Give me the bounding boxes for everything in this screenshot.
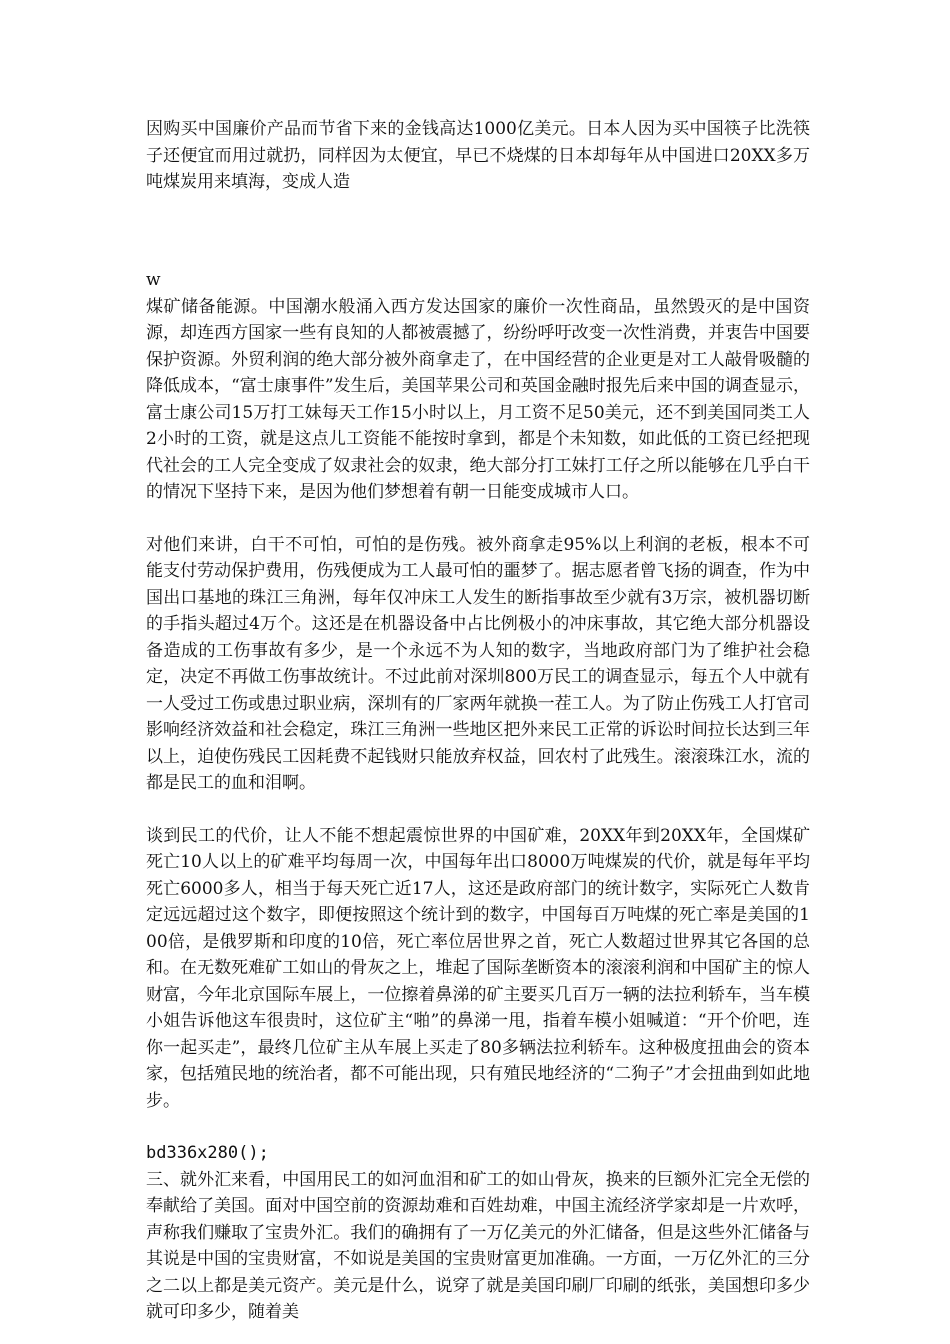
paragraph-3: 谈到民工的代价，让人不能不想起震惊世界的中国矿难，20XX年到20XX年，全国煤矿死亡10人以上的矿难平均每周一次，中国每年出口8000万吨煤炭的代价，就是每年平均死亡6000多人，相当于每天死亡近17人，这还是政府部门的统计数字，实际死亡人数肯定远远超过这个数字，即便按照这个统计到的数字，中国每百万吨煤的死亡率是美国的100倍，是俄罗斯和印度的10倍，死亡率位居世界之首，死亡人数超过世界其它各国的总和。在无数死难矿工如山的骨灰之上，堆起了国际垄断资本的滚滚利润和中国矿主的惊人财富，今年北京国际车展上，一位擦着鼻涕的矿主要买几百万一辆的法拉利轿车，当车模小姐告诉他这车很贵时，这位矿主“啪”的鼻涕一甩，指着车模小姐喊道：“开个价吧，连你一起买走”，最终几位矿主从车展上买走了80多辆法拉利轿车。这种极度扭曲会的资本家，包括殖民地的统治者，都不可能出现，只有殖民地经济的“二狗子”才会扭曲到如此地步。 (146, 825, 810, 1111)
intro-block (146, 116, 810, 196)
final-paragraph: 三、就外汇来看，中国用民工的如河血泪和矿工的如山骨灰，换来的巨额外汇完全无偿的奉献给了美国。面对中国空前的资源劫难和百姓劫难，中国主流经济学家却是一片欢呼，声称我们赚取了宝贵外汇。我们的确拥有了一万亿美元的外汇储备，但是这些外汇储备与其说是中国的宝贵财富，不如说是美国的宝贵财富更加准确。一方面，一万亿外汇的三分之二以上都是美元资产。美元是什么，说穿了就是美国印刷厂印刷的纸张，美国想印多少就可印多少，随着美 (146, 1169, 810, 1322)
ad-code-line: bd336x280(); (146, 1143, 269, 1163)
paragraph-gap (146, 506, 810, 532)
stray-mark: w (146, 270, 161, 290)
paragraph-gap (146, 797, 810, 823)
paragraph-2: 对他们来讲，白干不可怕，可怕的是伤残。被外商拿走95%以上利润的老板，根本不可能支付劳动保护费用，伤残便成为工人最可怕的噩梦了。据志愿者曾飞扬的调查，作为中国出口基地的珠江三角洲，每年仅冲床工人发生的断指事故至少就有3万宗，被机器切断的手指头超过4万个。这还是在机器设备中占比例极小的冲床事故，其它绝大部分机器设备造成的工伤事故有多少，是一个永远不为人知的数字，当地政府部门为了维护社会稳定，决定不再做工伤事故统计。不过此前对深圳800万民工的调查显示，每五个人中就有一人受过工伤或患过职业病，深圳有的厂家两年就换一茬工人。为了防止伤残工人打官司影响经济效益和社会稳定，珠江三角洲一些地区把外来民工正常的诉讼时间拉长达到三年以上，迫使伤残民工因耗费不起钱财只能放弃权益，回农村了此残生。滚滚珠江水，流的都是民工的血和泪啊。 (146, 534, 810, 793)
paragraph-gap (146, 1114, 810, 1140)
main-block (146, 267, 810, 1326)
paragraph-1: 煤矿储备能源。中国潮水般涌入西方发达国家的廉价一次性商品，虽然毁灭的是中国资源，却连西方国家一些有良知的人都被震撼了，纷纷呼吁改变一次性消费，并衷告中国要保护资源。外贸利润的绝大部分被外商拿走了，在中国经营的企业更是对工人敲骨吸髓的降低成本，“富士康事件”发生后，美国苹果公司和英国金融时报先后来中国的调查显示，富士康公司15万打工妹每天工作15小时以上，月工资不足50美元，还不到美国同类工人2小时的工资，就是这点儿工资能不能按时拿到，都是个未知数，如此低的工资已经把现代社会的工人完全变成了奴隶社会的奴隶，绝大部分打工妹打工仔之所以能够在几乎白干的情况下坚持下来，是因为他们梦想着有朝一日能变成城市人口。 (146, 296, 810, 502)
intro-paragraph: 因购买中国廉价产品而节省下来的金钱高达1000亿美元。日本人因为买中国筷子比洗筷子还便宜而用过就扔，同样因为太便宜，早已不烧煤的日本却每年从中国进口20XX多万吨煤炭用来填海，变成人造 (146, 119, 810, 192)
